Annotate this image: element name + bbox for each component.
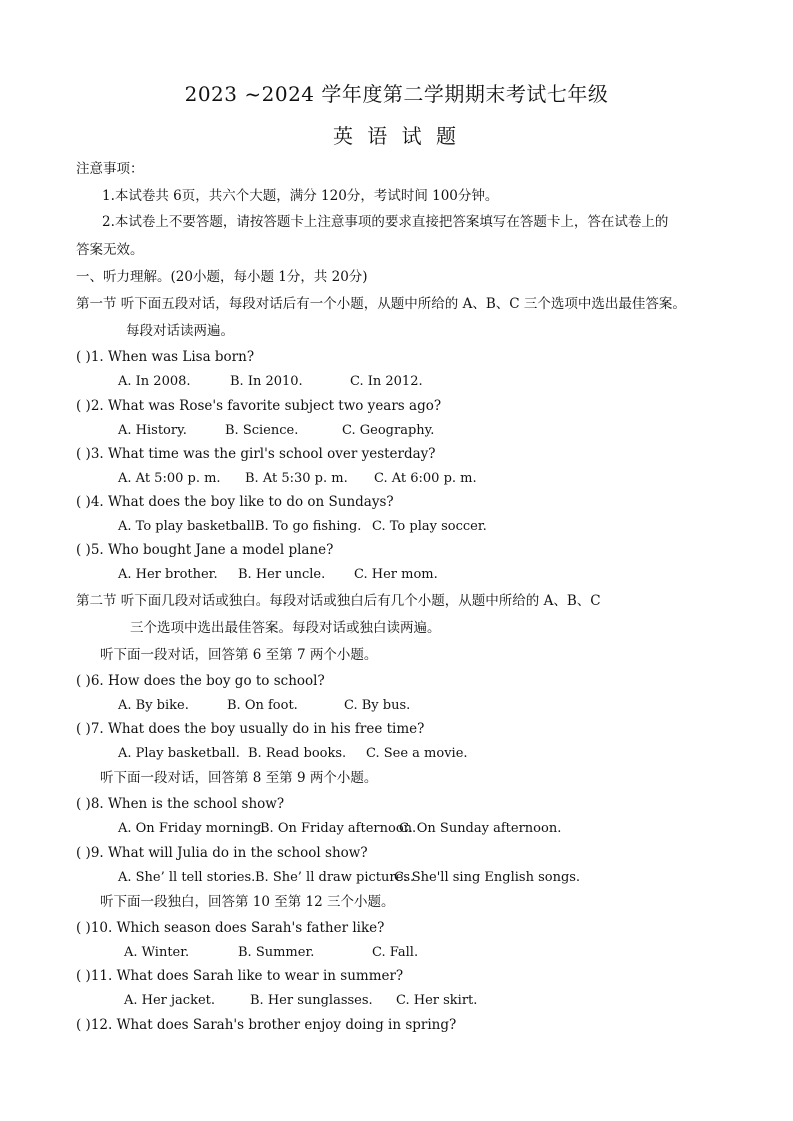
q10-option-c: C. Fall.: [372, 945, 419, 960]
part-1-heading: 一、听力理解。(20小题，每小题 1分，共 20分): [76, 269, 368, 285]
q4-option-a: A. To play basketball.: [118, 519, 260, 534]
question-10: ( )10. Which season does Sarah's father like?: [76, 920, 385, 936]
question-3: ( )3. What time was the girl's school over yesterday?: [76, 446, 436, 462]
q5-option-c: C. Her mom.: [354, 567, 438, 582]
notes-heading: 注意事项：: [76, 161, 144, 177]
q6-option-a: A. By bike.: [118, 698, 189, 713]
exam-title: 2023 ~2024 学年度第二学期期末考试七年级: [184, 82, 609, 106]
q2-option-a: A. History.: [118, 423, 187, 438]
q11-option-c: C. Her skirt.: [396, 993, 478, 1008]
question-7: ( )7. What does the boy usually do in his free time?: [76, 721, 425, 737]
q6-option-c: C. By bus.: [344, 698, 411, 713]
question-1: ( )1. When was Lisa born?: [76, 349, 255, 365]
q3-option-a: A. At 5:00 p. m.: [118, 471, 221, 486]
question-4: ( )4. What does the boy like to do on Sundays?: [76, 494, 394, 510]
q7-option-a: A. Play basketball.: [118, 746, 240, 761]
note-2-line-2: 答案无效。: [76, 242, 144, 258]
exam-subtitle: 英 语 试 题: [332, 124, 461, 148]
q11-option-b: B. Her sunglasses.: [250, 993, 373, 1008]
q4-option-c: C. To play soccer.: [372, 519, 487, 534]
section-1-instruction-cont: 每段对话读两遍。: [126, 323, 234, 339]
q3-option-b: B. At 5:30 p. m.: [245, 471, 348, 486]
listen-instruction-1: 听下面一段对话，回答第 6 至第 7 两个小题。: [100, 647, 378, 663]
q3-option-c: C. At 6:00 p. m.: [374, 471, 477, 486]
question-2: ( )2. What was Rose's favorite subject two years ago?: [76, 398, 442, 414]
q4-option-b: B. To go fishing.: [255, 519, 362, 534]
q2-option-c: C. Geography.: [342, 423, 435, 438]
q10-option-b: B. Summer.: [238, 945, 315, 960]
q7-option-b: B. Read books.: [248, 746, 347, 761]
question-8: ( )8. When is the school show?: [76, 796, 285, 812]
question-5: ( )5. Who bought Jane a model plane?: [76, 542, 334, 558]
question-12: ( )12. What does Sarah's brother enjoy doing in spring?: [76, 1017, 457, 1033]
q5-option-b: B. Her uncle.: [238, 567, 326, 582]
note-1: 1.本试卷共 6页，共六个大题，满分 120分，考试时间 100分钟。: [102, 188, 499, 204]
q10-option-a: A. Winter.: [124, 945, 190, 960]
q5-option-a: A. Her brother.: [118, 567, 218, 582]
q11-option-a: A. Her jacket.: [124, 993, 216, 1008]
q8-option-b: B. On Friday afternoon.: [260, 821, 417, 836]
q8-option-c: C. On Sunday afternoon.: [399, 821, 562, 836]
question-11: ( )11. What does Sarah like to wear in summer?: [76, 968, 404, 984]
q2-option-b: B. Science.: [225, 423, 299, 438]
q8-option-a: A. On Friday morning.: [118, 821, 266, 836]
q9-option-b: B. She’ ll draw pictures.: [255, 870, 415, 885]
q6-option-b: B. On foot.: [227, 698, 298, 713]
question-9: ( )9. What will Julia do in the school show?: [76, 845, 368, 861]
section-1-instruction: 第一节 听下面五段对话，每段对话后有一个小题，从题中所给的 A、B、C 三个选项中选出最佳答案。: [76, 296, 686, 312]
q1-option-b: B. In 2010.: [230, 374, 303, 389]
q9-option-c: C. She'll sing English songs.: [394, 870, 581, 885]
listen-instruction-2: 听下面一段对话，回答第 8 至第 9 两个小题。: [100, 770, 378, 786]
section-2-instruction: 第二节 听下面几段对话或独白。每段对话或独白后有几个小题，从题中所给的 A、B、C: [76, 593, 601, 609]
q1-option-a: A. In 2008.: [118, 374, 191, 389]
question-6: ( )6. How does the boy go to school?: [76, 673, 325, 689]
q9-option-a: A. She’ ll tell stories.: [118, 870, 256, 885]
q7-option-c: C. See a movie.: [366, 746, 468, 761]
listen-instruction-3: 听下面一段独白，回答第 10 至第 12 三个小题。: [100, 894, 395, 910]
note-2-line-1: 2.本试卷上不要答题，请按答题卡上注意事项的要求直接把答案填写在答题卡上，答在试卷上的: [102, 214, 669, 230]
section-2-instruction-cont: 三个选项中选出最佳答案。每段对话或独白读两遍。: [130, 620, 441, 636]
q1-option-c: C. In 2012.: [350, 374, 423, 389]
